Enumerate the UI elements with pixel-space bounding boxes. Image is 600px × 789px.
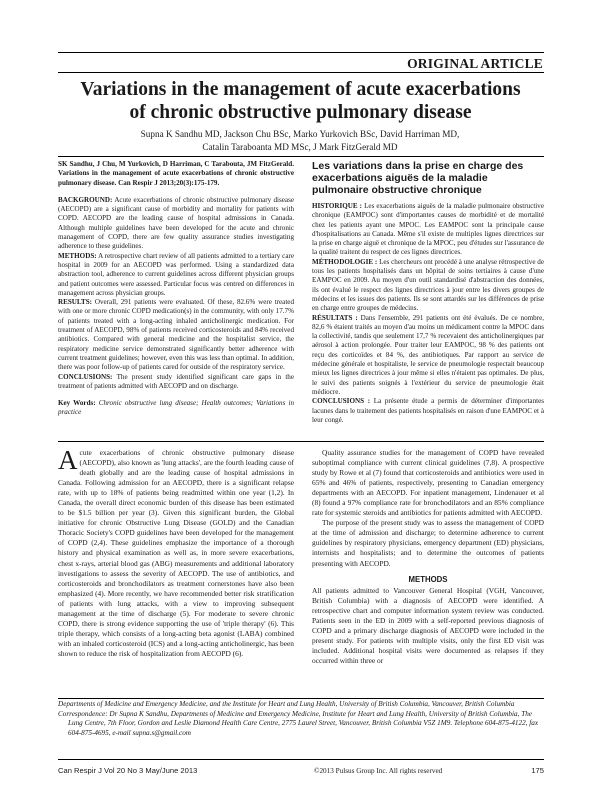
french-abstract: [312, 160, 544, 425]
title-line-1: Variations in the management of acute exacerbations: [80, 79, 521, 100]
page-number: 175: [531, 766, 544, 775]
section-rule: [58, 72, 544, 73]
citation: SK Sandhu, J Chu, M Yurkovich, D Harriman, C Tarabouta, JM FitzGerald. Variations in the management of acute exacerbations of chronic obstructive pulmonary disease. Can Respir J 2013;20(3):175-179.: [58, 160, 294, 187]
article-title: [58, 78, 543, 124]
body-left-column: [58, 445, 294, 659]
body-right-column: [312, 448, 544, 666]
authors-line-2: Catalin Taraboanta MD MSc, J Mark FitzGerald MD: [202, 142, 398, 152]
section-label: ORIGINAL ARTICLE: [407, 56, 543, 71]
journal-citation: Can Respir J Vol 20 No 3 May/June 2013: [58, 766, 198, 775]
intro-paragraph: Acute exacerbations of chronic obstructive pulmonary disease (AECOPD), also known as 'lung attacks', are the fourth leading cause of death globally and are the leading cause of hospital admissions in Canada. Following admission for an AECOPD, there is a significant relapse rate, with up to 18% of patients being readmitted within one year (1,2). In Canada, the overall direct economic burden of this disease has been estimated to be $1.5 billion per year (3). Given this significant burden, the Global initiative for chronic Obstructive Lung Disease (GOLD) and the Canadian Thoracic Society's COPD guidelines have been developed for the management of COPD (2,4). These guidelines emphasize the importance of a thorough history and physical examination as well as, in more severe exacerbations, chest x-rays, arterial blood gas (ABG) measurements and additional laboratory investigations to assess the severity of AECOPD. The use of antibiotics, and corticosteroids and bronchodilators as treatment cornerstones have also been emphasized (4). More recently, we have recommended better risk stratification of patients with lung attacks, with a view to improving subsequent management at the time of discharge (5). For moderate to severe chronic COPD, there is strong evidence supporting the use of 'triple therapy' (6). This triple therapy, which consists of a long-acting beta agonist (LABA) combined with an inhaled corticosteroid (ICS) and a long-acting anticholinergic, has been shown to reduce the risk of hospitalization from AECOPD (6).: [58, 445, 294, 658]
footer-rule: [58, 759, 544, 760]
abstract-results: RESULTS: Overall, 291 patients were evaluated. Of these, 82.6% were treated with one or more chronic COPD medication(s) in the community, with only 17.7% of patients treated with a long-acting inhaled anticholinergic medication. For treatment of AECOPD, 98% of patients received corticosteroids and 84% received antibiotics. Compared with general medicine and the hospitalist service, the respiratory medicine service demonstrated significantly better adherence with current treatment guidelines; however, even this was less than optimal. In addition, there was poor follow-up of patients cared for outside of the respiratory service.: [58, 298, 294, 372]
body-paragraph-purpose: The purpose of the present study was to assess the management of COPD at the time of admission and discharge; to determine adherence to current guidelines by respiratory physicians, emergency department (ED) physicians, internists and hospitalists; and to determine the outcomes of patients presenting with AECOPD.: [312, 518, 544, 568]
drop-cap: A: [58, 445, 78, 475]
french-methodologie: MÉTHODOLOGIE : Les chercheurs ont procédé à une analyse rétrospective de tous les patients hospitalisés dans un hôpital de soins tertiaires à cause d'une EAMPOC en 2009. Au moyen d'un outil standardisé d'abstraction des données, ils ont évalué le respect des lignes directrices à jour entre les divers groupes de médecins et les issues des patients. Ils se sont attardés sur les différences de prise en charge entre groupes de médecins.: [312, 257, 544, 313]
correspondence: Correspondence: Dr Supna K Sandhu, Departments of Medicine and Emergency Medicine, Institute for Heart and Lung Health, University of British Columbia, The Lung Centre, 7th Floor, Gordon and Leslie Diamond Health Care Centre, 2775 Laurel Street, Vancouver, British Columbia V5Z 1M9. Telephone 604-875-4122, fax 604-875-4695, e-mail supna.s@gmail.com: [58, 709, 539, 737]
title-line-2: of chronic obstructive pulmonary disease: [129, 102, 472, 123]
author-list: [70, 128, 530, 154]
methods-paragraph: All patients admitted to Vancouver General Hospital (VGH, Vancouver, British Columbia) with a diagnosis of AECOPD were identified. A retrospective chart and computer information system review was conducted. Patients seen in the ED in 2009 with a self-reported previous diagnosis of COPD and a primary discharge diagnosis of AECOPD were included in the present study. For patients with multiple visits, only the first ED visit was included. Additional hospital visits were documented as relapses if they occurred within three or: [312, 585, 544, 665]
body-paragraph-quality: Quality assurance studies for the management of COPD have revealed suboptimal compliance with current clinical guidelines (7,8). A prospective study by Rowe et al (7) found that corticosteroids and antibiotics were used in 65% and 46% of patients, respectively, presenting to Canadian emergency departments with an AECOPD. For inpatient management, Lindenauer et al (8) found a 97% compliance rate for bronchodilators and an 85% compliance rate for systemic steroids and antibiotics for patients admitted with AECOPD.: [312, 448, 544, 518]
affiliation-block: [58, 700, 544, 738]
copyright: ©2013 Pulsus Group Inc. All rights reserved: [314, 767, 443, 775]
authors-line-1: Supna K Sandhu MD, Jackson Chu BSc, Marko Yurkovich BSc, David Harriman MD,: [140, 129, 460, 139]
english-abstract: [58, 160, 294, 418]
abstract-top-rule: [58, 156, 544, 157]
abstract-methods: METHODS: A retrospective chart review of all patients admitted to a tertiary care hospital in 2009 for an AECOPD was performed. Using a standardized data abstraction tool, adherence to current guidelines across different physician groups and patient outcomes were assessed. Particular focus was centred on differences in management across physician groups.: [58, 251, 294, 297]
french-conclusions: CONCLUSIONS : La présente étude a permis de déterminer d'importantes lacunes dans le traitement des patients hospitalisés en raison d'une EAMPOC et à leur congé.: [312, 397, 545, 424]
french-title: Les variations dans la prise en charge des exacerbations aiguës de la maladie pulmonaire obstructive chronique: [312, 160, 524, 196]
methods-heading: METHODS: [408, 574, 448, 584]
abstract-bottom-rule: [58, 441, 544, 442]
keywords: Key Words: Chronic obstructive lung disease; Health outcomes; Variations in practice: [58, 399, 294, 417]
abstract-conclusions: CONCLUSIONS: The present study identified significant care gaps in the treatment of patients admitted with AECOPD and on discharge.: [58, 372, 294, 390]
affiliation-rule: [58, 698, 544, 699]
french-resultats: RÉSULTATS : Dans l'ensemble, 291 patients ont été évalués. De ce nombre, 82,6 % étaient traités au moyen d'au moins un médicament contre la MPOC dans la collectivité, tandis que seulement 17,7 % recevaient des anticholinergiques par aérosol à action prolongée. Pour traiter leur EAMPOC, 98 % des patients ont reçu des corticoïdes et 84 %, des antibiotiques. Par rapport au service de médecine générale et hospitaliste, le service de pneumologie respectait beaucoup mieux les lignes directrices à jour même si elles n'étaient pas optimales. De plus, le suivi des patients soignés à l'extérieur du service de pneumologie était médiocre.: [312, 313, 544, 396]
top-rule: [58, 52, 544, 53]
french-historique: HISTORIQUE : Les exacerbations aiguës de la maladie pulmonaire obstructive chronique (EAMPOC) sont d'importantes causes de morbidité et de mortalité chez les patients ayant une MPOC. Les EAMPOC sont la principale cause d'hospitalisations au Canada. Même s'il existe de multiples lignes directrices sur la prise en charge aiguë et chronique de la MPOC, peu d'études sur l'assurance de la qualité traitent du respect de ces lignes directrices.: [312, 202, 544, 257]
abstract-background: BACKGROUND: Acute exacerbations of chronic obstructive pulmonary disease (AECOPD) are a significant cause of morbidity and mortality for patients with COPD. AECOPD are the leading cause of hospital admissions in Canada. Although multiple guidelines have been developed for the acute and chronic management of COPD, there are few quality assurance studies investigating adherence to these guidelines.: [58, 195, 294, 251]
affiliation-departments: Departments of Medicine and Emergency Medicine, and the Institute for Heart and Lung Health, University of British Columbia, Vancouver, British Columbia: [58, 700, 515, 708]
